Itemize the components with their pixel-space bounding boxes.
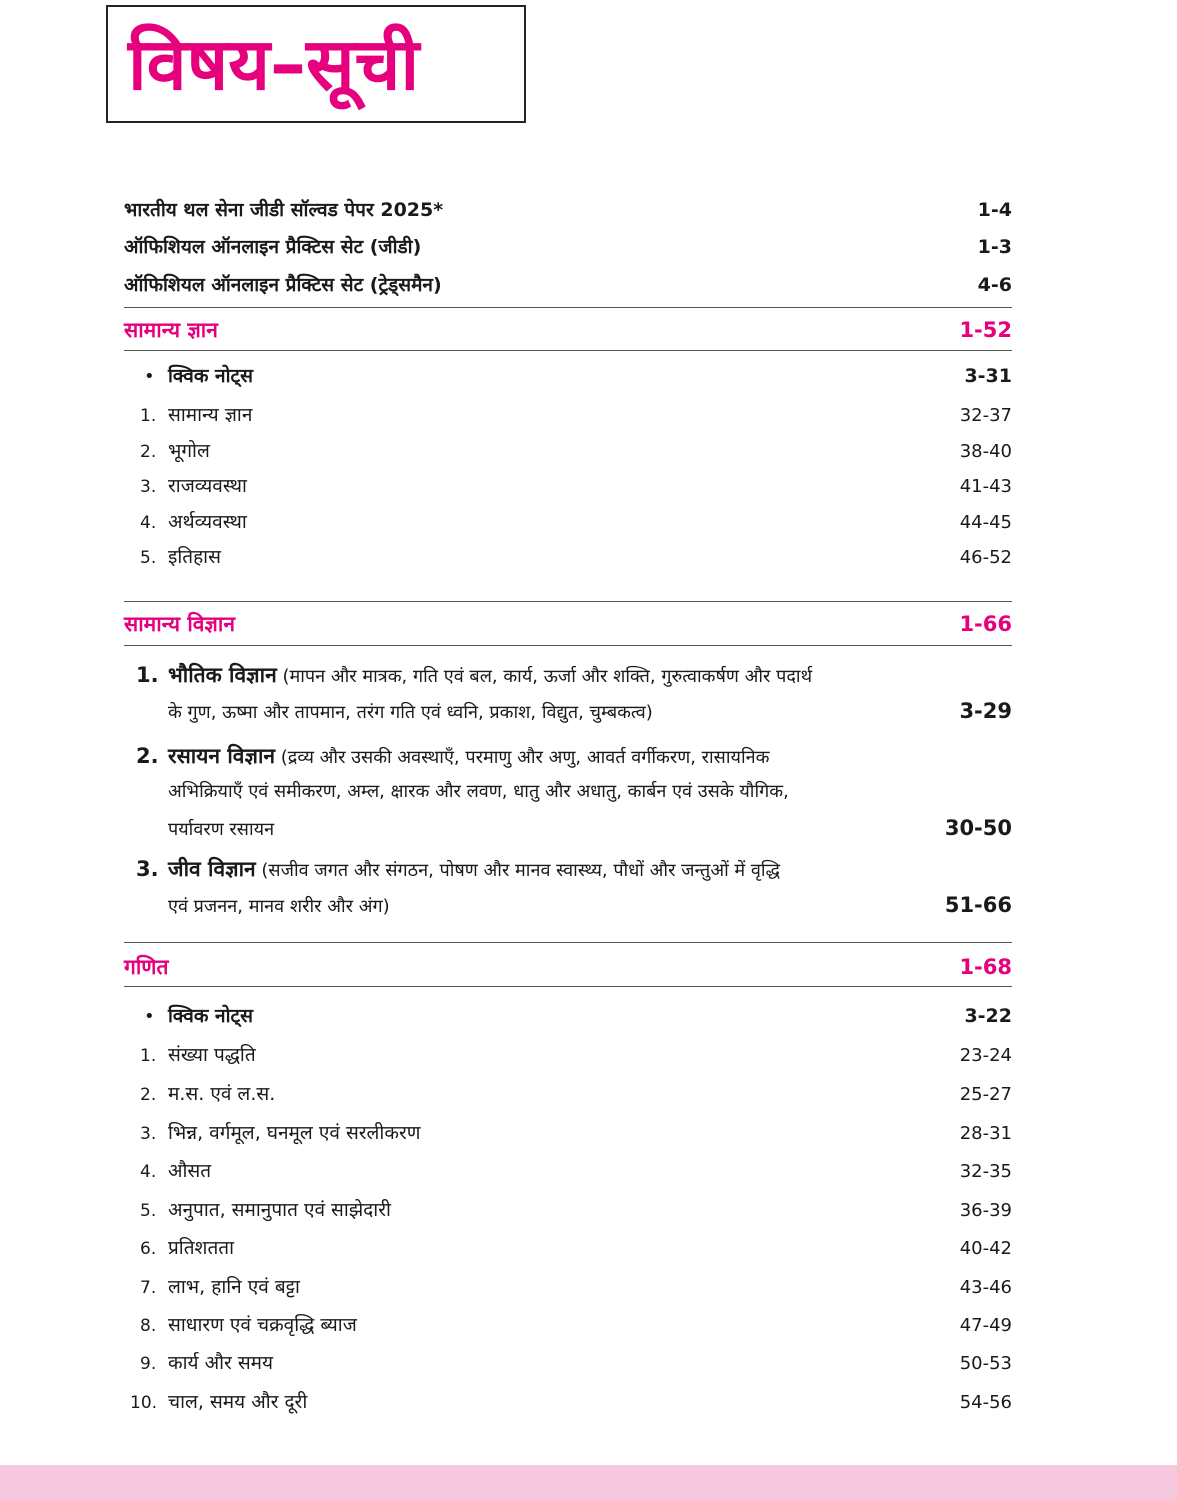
toc-entry-label: क्विक नोट्स: [168, 1005, 253, 1027]
toc-entry-title: भौतिक विज्ञान: [168, 663, 277, 687]
section-divider: [124, 942, 1012, 943]
toc-entry-math-8[interactable]: [140, 1311, 1012, 1337]
toc-entry-label: लाभ, हानि एवं बट्टा: [168, 1276, 300, 1298]
toc-entry-gk-5[interactable]: [140, 543, 1012, 569]
toc-entry-label: अर्थव्यवस्था: [168, 511, 247, 533]
toc-entry-label: भारतीय थल सेना जीडी सॉल्वड पेपर 2025*: [124, 199, 444, 221]
toc-entry-pages: 41-43: [959, 476, 1012, 497]
toc-entry-pages: 23-24: [959, 1045, 1012, 1066]
toc-entry-label: औसत: [168, 1160, 212, 1182]
bullet-icon: •: [144, 1006, 155, 1027]
toc-entry-number: 5.: [140, 548, 157, 568]
toc-entry-gk-quick-notes[interactable]: [140, 362, 1012, 388]
toc-entry-pages: 46-52: [959, 547, 1012, 568]
toc-entry-math-6[interactable]: [140, 1234, 1012, 1260]
toc-entry-label: कार्य और समय: [168, 1352, 274, 1374]
toc-entry-pages: 30-50: [944, 816, 1012, 840]
toc-entry-number: 1.: [140, 406, 157, 426]
toc-entry-pages: 3-31: [964, 365, 1012, 387]
toc-entry-chemistry[interactable]: [136, 738, 1012, 846]
toc-entry-description: अभिक्रियाएँ एवं समीकरण, अम्ल, क्षारक और लवण, धातु और अधातु, कार्बन एवं उसके यौगिक,: [168, 781, 789, 802]
toc-entry-pages: 32-35: [959, 1161, 1012, 1182]
toc-entry-description: पर्यावरण रसायन: [168, 819, 275, 840]
toc-entry-description: (मापन और मात्रक, गति एवं बल, कार्य, ऊर्जा और शक्ति, गुरुत्वाकर्षण और पदार्थ: [276, 666, 813, 687]
section-divider: [124, 601, 1012, 602]
toc-entry-number: 3.: [136, 857, 159, 881]
toc-entry-label: क्विक नोट्स: [168, 365, 253, 387]
toc-entry-pages: 25-27: [959, 1084, 1012, 1105]
toc-entry-label: भिन्न, वर्गमूल, घनमूल एवं सरलीकरण: [168, 1122, 421, 1144]
section-heading-label: सामान्य ज्ञान: [124, 318, 218, 342]
toc-entry-gk-3[interactable]: [140, 472, 1012, 498]
toc-entry-pages: 1-4: [977, 199, 1012, 221]
toc-entry-gk-4[interactable]: [140, 508, 1012, 534]
page-title: विषय–सूची: [128, 22, 420, 106]
toc-entry-number: 3.: [140, 477, 157, 497]
toc-entry-title: रसायन विज्ञान: [168, 744, 276, 768]
toc-entry-math-7[interactable]: [140, 1273, 1012, 1299]
toc-entry-label: संख्या पद्धति: [168, 1044, 256, 1066]
toc-entry-description: एवं प्रजनन, मानव शरीर और अंग): [168, 896, 390, 917]
toc-entry-pages: 28-31: [959, 1123, 1012, 1144]
toc-entry-math-5[interactable]: [140, 1196, 1012, 1222]
toc-entry-math-quick-notes[interactable]: [140, 1002, 1012, 1028]
section-heading-science[interactable]: [124, 610, 1012, 638]
toc-entry-number: 4.: [140, 513, 157, 533]
toc-entry-pages: 44-45: [959, 512, 1012, 533]
toc-entry-math-10[interactable]: [130, 1388, 1012, 1414]
toc-entry-physics[interactable]: [136, 657, 1012, 729]
title-box: [106, 5, 526, 123]
toc-entry-practice-set-gd[interactable]: [124, 233, 1012, 259]
toc-entry-number: 2.: [140, 1085, 157, 1105]
section-divider: [124, 350, 1012, 351]
toc-entry-number: 3.: [140, 1124, 157, 1144]
toc-entry-number: 9.: [140, 1354, 157, 1374]
toc-entry-label: प्रतिशतता: [168, 1237, 235, 1259]
section-divider: [124, 986, 1012, 987]
section-divider: [124, 307, 1012, 308]
toc-entry-practice-set-tradesman[interactable]: [124, 271, 1012, 297]
section-heading-pages: 1-68: [959, 955, 1012, 979]
footer-band: [0, 1465, 1177, 1500]
toc-entry-biology[interactable]: [136, 851, 1012, 923]
toc-entry-label: राजव्यवस्था: [168, 475, 247, 497]
toc-entry-number: 2.: [140, 442, 157, 462]
toc-entry-number: 6.: [140, 1239, 157, 1259]
toc-entry-label: साधारण एवं चक्रवृद्धि ब्याज: [168, 1314, 357, 1336]
section-divider: [124, 645, 1012, 646]
toc-entry-number: 10.: [130, 1393, 158, 1413]
toc-entry-number: 4.: [140, 1162, 157, 1182]
toc-entry-solved-paper[interactable]: [124, 196, 1012, 222]
section-heading-label: गणित: [124, 955, 169, 979]
toc-entry-label: म.स. एवं ल.स.: [168, 1083, 276, 1105]
toc-entry-pages: 32-37: [959, 405, 1012, 426]
toc-entry-pages: 3-22: [964, 1005, 1012, 1027]
toc-entry-number: 2.: [136, 744, 159, 768]
section-heading-math[interactable]: [124, 953, 1012, 981]
toc-entry-label: इतिहास: [168, 546, 221, 568]
toc-entry-pages: 51-66: [944, 893, 1012, 917]
section-heading-pages: 1-52: [959, 318, 1012, 342]
toc-entry-label: ऑफिशियल ऑनलाइन प्रैक्टिस सेट (जीडी): [124, 236, 422, 258]
toc-entry-number: 5.: [140, 1201, 157, 1221]
toc-entry-label: सामान्य ज्ञान: [168, 404, 253, 426]
toc-entry-number: 8.: [140, 1316, 157, 1336]
toc-entry-gk-1[interactable]: [140, 401, 1012, 427]
toc-entry-math-2[interactable]: [140, 1080, 1012, 1106]
toc-entry-pages: 40-42: [959, 1238, 1012, 1259]
toc-entry-pages: 43-46: [959, 1277, 1012, 1298]
toc-entry-pages: 50-53: [959, 1353, 1012, 1374]
section-heading-pages: 1-66: [959, 612, 1012, 636]
section-heading-gk[interactable]: [124, 316, 1012, 344]
section-heading-label: सामान्य विज्ञान: [124, 612, 235, 636]
toc-entry-label: अनुपात, समानुपात एवं साझेदारी: [168, 1199, 391, 1221]
toc-entry-pages: 1-3: [977, 236, 1012, 258]
toc-entry-math-9[interactable]: [140, 1349, 1012, 1375]
toc-entry-math-1[interactable]: [140, 1041, 1012, 1067]
toc-entry-pages: 38-40: [959, 441, 1012, 462]
toc-entry-description: (सजीव जगत और संगठन, पोषण और मानव स्वास्थ्य, पौधों और जन्तुओं में वृद्धि: [255, 860, 780, 881]
toc-entry-title: जीव विज्ञान: [168, 857, 256, 881]
toc-entry-pages: 3-29: [959, 699, 1012, 723]
toc-entry-label: ऑफिशियल ऑनलाइन प्रैक्टिस सेट (ट्रेड्समैन): [124, 274, 442, 296]
toc-entry-number: 1.: [136, 663, 159, 687]
toc-entry-pages: 47-49: [959, 1315, 1012, 1336]
toc-entry-number: 1.: [140, 1046, 157, 1066]
toc-entry-label: चाल, समय और दूरी: [168, 1391, 308, 1413]
toc-entry-pages: 54-56: [959, 1392, 1012, 1413]
toc-entry-description: (द्रव्य और उसकी अवस्थाएँ, परमाणु और अणु, आवर्त वर्गीकरण, रासायनिक: [275, 747, 770, 768]
toc-entry-pages: 4-6: [977, 274, 1012, 296]
toc-entry-pages: 36-39: [959, 1200, 1012, 1221]
toc-entry-description: के गुण, ऊष्मा और तापमान, तरंग गति एवं ध्वनि, प्रकाश, विद्युत, चुम्बकत्व): [168, 702, 653, 723]
toc-entry-math-4[interactable]: [140, 1157, 1012, 1183]
toc-entry-math-3[interactable]: [140, 1119, 1012, 1145]
toc-entry-gk-2[interactable]: [140, 437, 1012, 463]
toc-entry-label: भूगोल: [168, 440, 210, 462]
bullet-icon: •: [144, 366, 155, 387]
toc-entry-number: 7.: [140, 1278, 157, 1298]
